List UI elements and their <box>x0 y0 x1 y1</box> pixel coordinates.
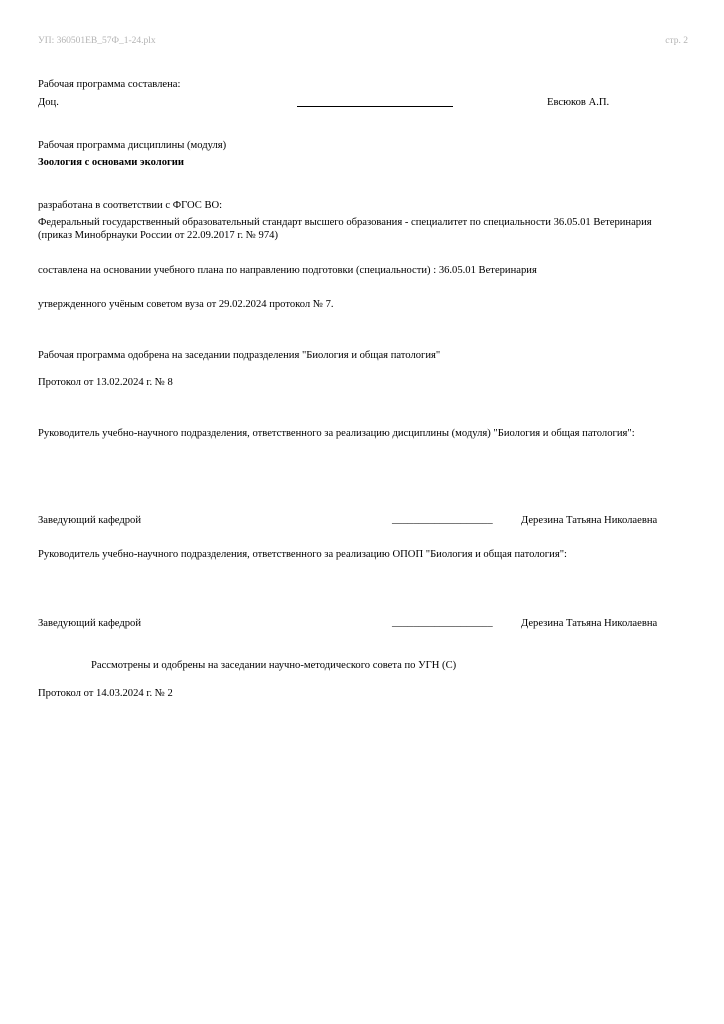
fgos-label: разработана в соответствии с ФГОС ВО: <box>38 200 223 211</box>
methodical-council-protocol: Протокол от 14.03.2024 г. № 2 <box>38 688 173 699</box>
author-position: Доц. <box>38 97 59 108</box>
header-filename: УП: 360501ЕВ_57Ф_1-24.plx <box>38 36 156 46</box>
header-page-number: стр. 2 <box>665 36 688 46</box>
head1-position: Заведующий кафедрой <box>38 515 142 526</box>
department-protocol: Протокол от 13.02.2024 г. № 8 <box>38 377 173 388</box>
composed-label: Рабочая программа составлена: <box>38 79 181 90</box>
head1-signature-line: ___________________ <box>392 514 493 525</box>
head1-name: Дерезина Татьяна Николаевна <box>521 515 658 526</box>
head2-signature-line: ___________________ <box>392 617 493 628</box>
methodical-council-text: Рассмотрены и одобрены на заседании научно-методического совета по УГН (С) <box>91 660 457 671</box>
head1-text: Руководитель учебно-научного подразделения, ответственного за реализацию дисциплины (модуля) "Биология и общая патология": <box>38 428 635 439</box>
head2-position: Заведующий кафедрой <box>38 618 142 629</box>
author-signature-line <box>297 106 453 107</box>
head2-text: Руководитель учебно-научного подразделения, ответственного за реализацию ОПОП "Биология и общая патология": <box>38 549 567 560</box>
head2-name: Дерезина Татьяна Николаевна <box>521 618 658 629</box>
fgos-text: Федеральный государственный образовательный стандарт высшего образования - специалитет по специальности 36.05.01 Ветеринария (приказ Минобрнауки России от 22.09.2017 г. № 974) <box>38 217 652 241</box>
department-approval: Рабочая программа одобрена на заседании подразделения "Биология и общая патология" <box>38 350 441 361</box>
curriculum-basis: составлена на основании учебного плана по направлению подготовки (специальности) : 36.05.01 Ветеринария <box>38 265 537 276</box>
author-name: Евсюков А.П. <box>547 97 610 108</box>
council-approval: утвержденного учёным советом вуза от 29.02.2024 протокол № 7. <box>38 299 334 310</box>
discipline-label: Рабочая программа дисциплины (модуля) <box>38 140 227 151</box>
discipline-title: Зоология с основами экологии <box>38 157 185 168</box>
